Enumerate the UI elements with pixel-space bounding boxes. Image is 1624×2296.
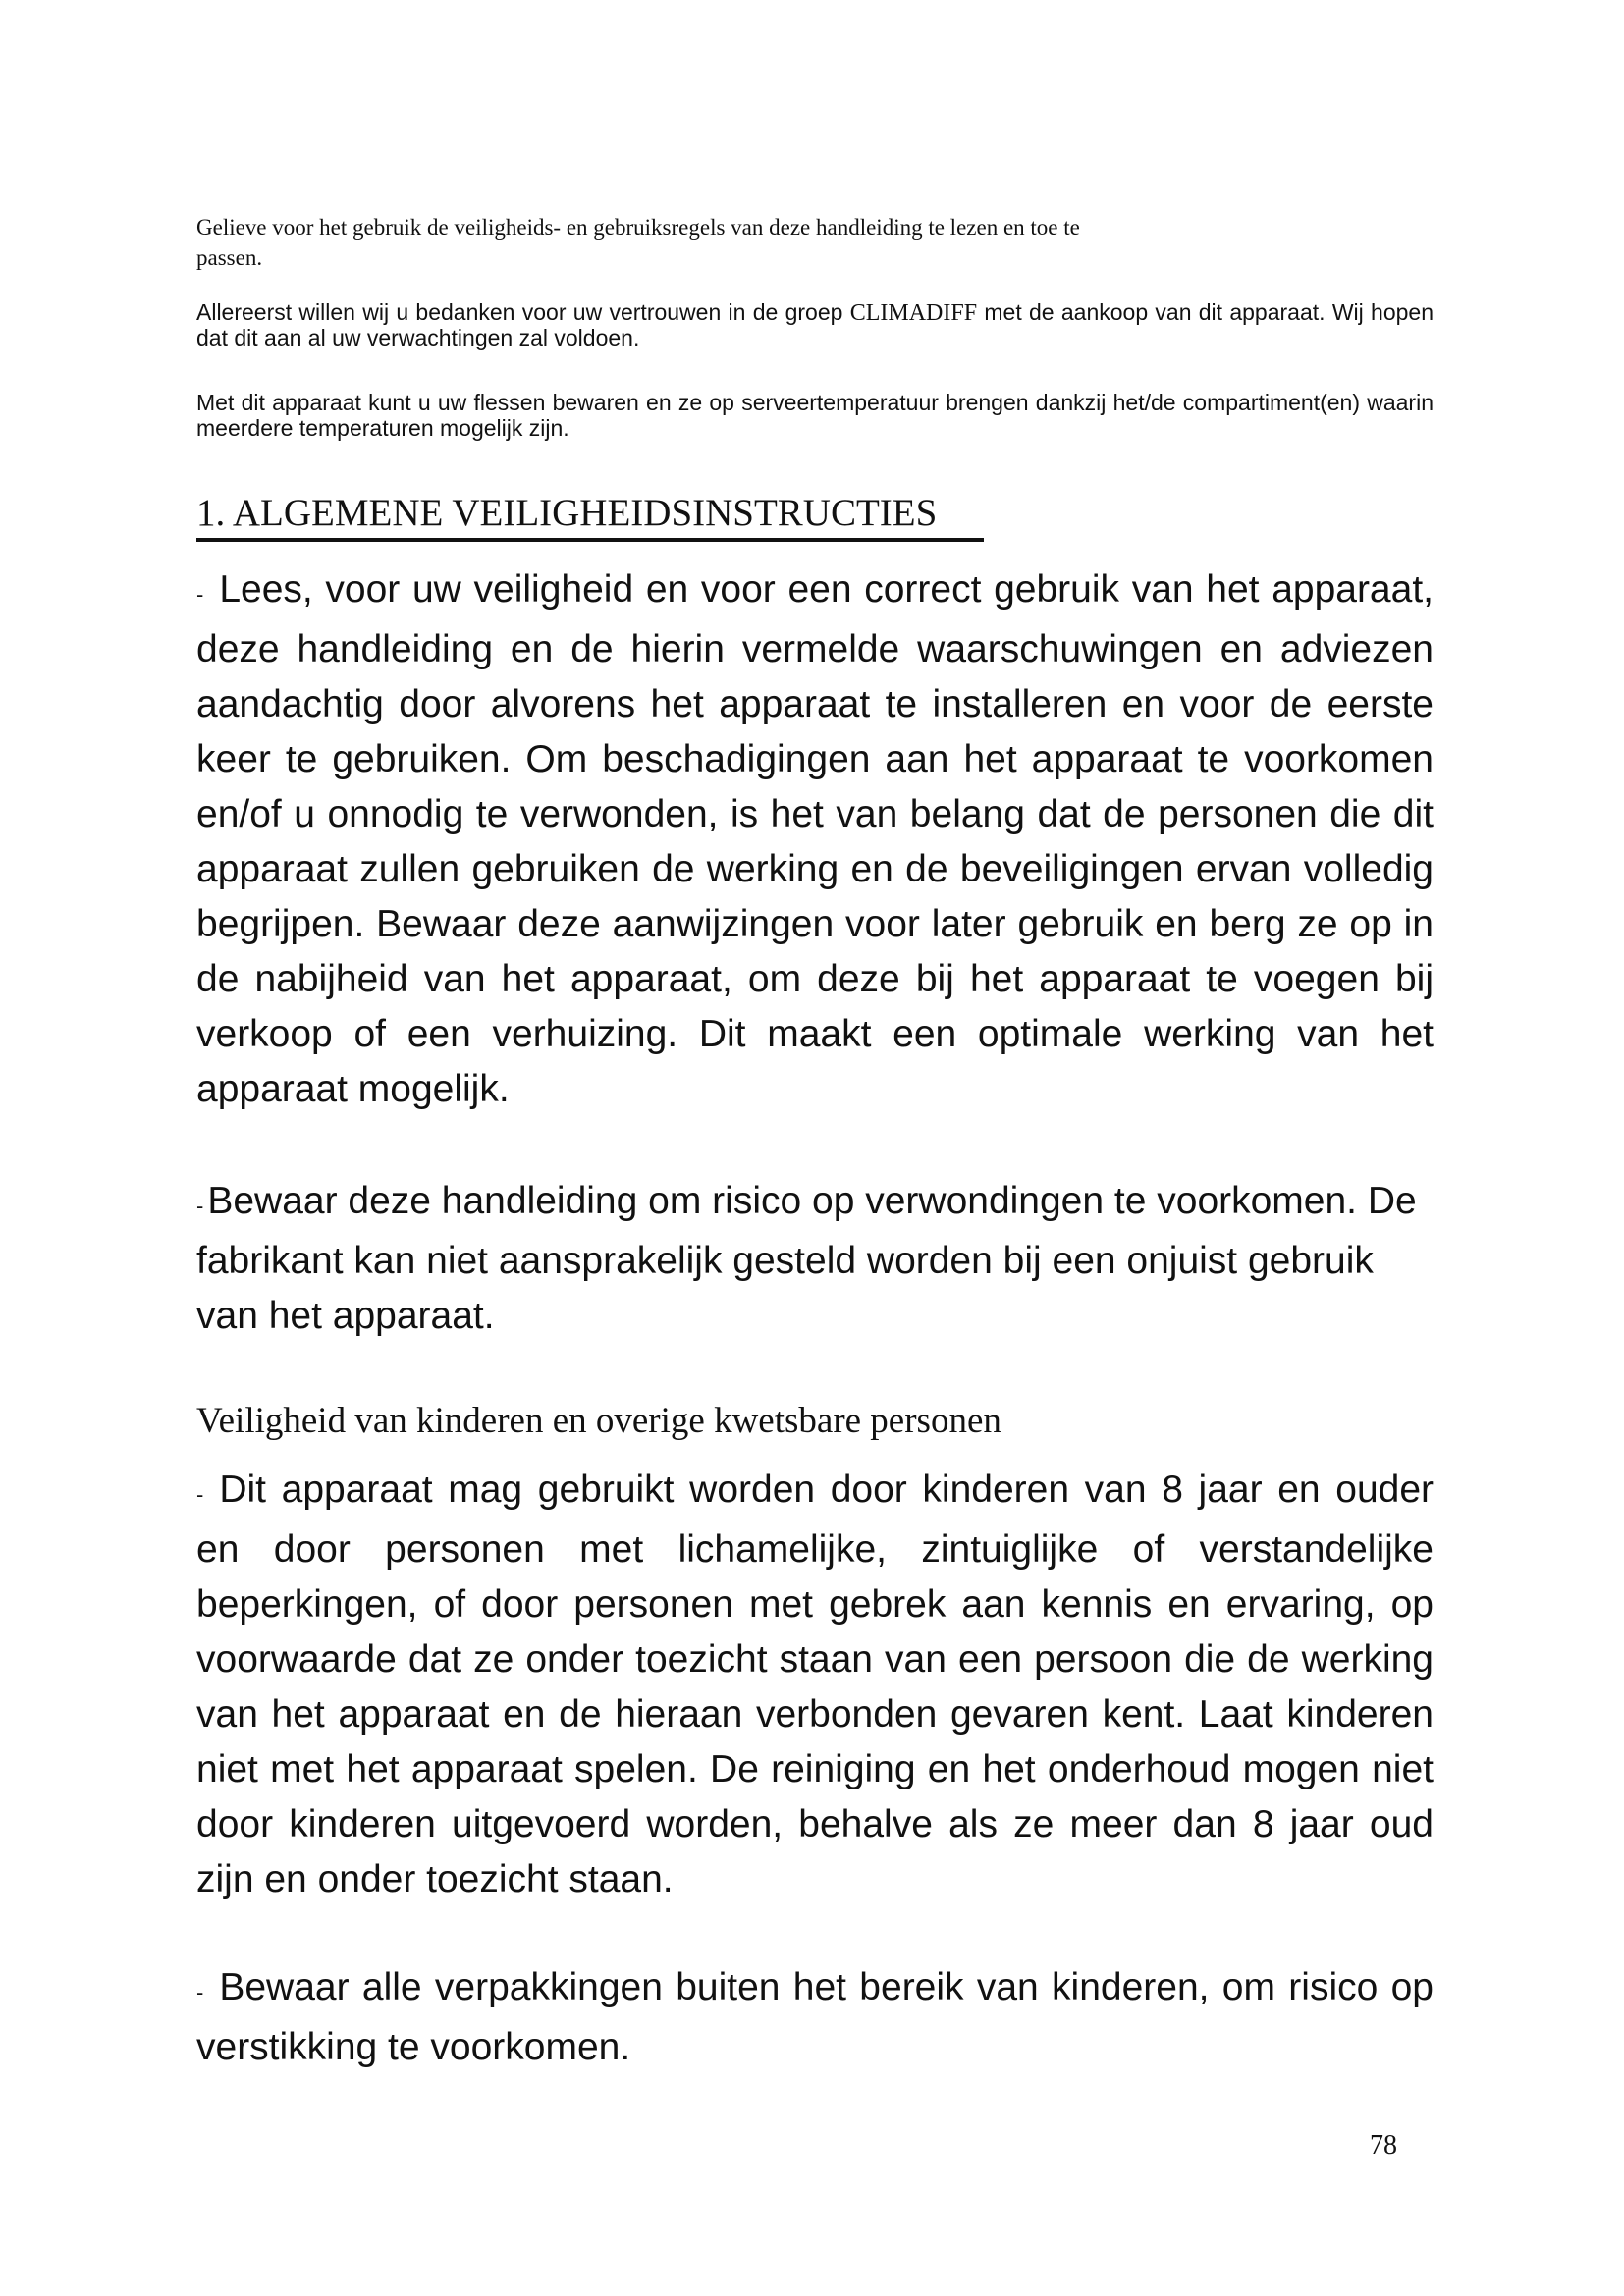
children-bullet-1 (196, 1463, 1434, 1907)
children-bullet-1-text: Dit apparaat mag gebruikt worden door kinderen van 8 jaar en ouder en door personen met lichamelijke, zintuiglijke of verstandelijke beperkingen, of door personen met gebrek aan kennis en ervaring, op voorwaarde dat ze onder toezicht staan van een persoon die de werking van het apparaat en de hieraan verbonden gevaren kent. Laat kinderen niet met het apparaat spelen. De reiniging en het onderhoud mogen niet door kinderen uitgevoerd worden, behalve als ze meer dan 8 jaar oud zijn en onder toezicht staan. (196, 1468, 1434, 1900)
general-bullet-2 (196, 1174, 1434, 1344)
brand-name: CLIMADIFF (849, 300, 978, 326)
children-safety-subheading: Veiligheid van kinderen en overige kwetsbare personen (196, 1401, 1001, 1441)
thanks-text-start: Allereerst willen wij u bedanken voor uw vertrouwen in de groep (196, 299, 850, 325)
bullet-marker: - (196, 1482, 204, 1507)
intro-paragraph (196, 212, 1213, 273)
children-bullet-2-text: Bewaar alle verpakkingen buiten het bereik van kinderen, om risico op verstikking te voorkomen. (196, 1966, 1434, 2068)
bullet-marker: - (196, 582, 204, 607)
section-heading-text: 1. ALGEMENE VEILIGHEIDSINSTRUCTIES (196, 491, 984, 542)
general-bullet-2-text: Bewaar deze handleiding om risico op verwondingen te voorkomen. De fabrikant kan niet aansprakelijk gesteld worden bij een onjuist gebruik van het apparaat. (196, 1180, 1417, 1337)
children-bullet-2 (196, 1960, 1434, 2075)
intro-line-2: passen. (196, 245, 263, 270)
page-number: 78 (1370, 2130, 1397, 2161)
intro-line-1: Gelieve voor het gebruik de veiligheids- en gebruiksregels van deze handleiding te lezen en toe te (196, 215, 1080, 240)
bullet-marker: - (196, 1194, 204, 1218)
thanks-paragraph (196, 300, 1434, 350)
bullet-marker: - (196, 1980, 204, 2004)
section-heading (196, 491, 1434, 542)
general-bullet-1-text: Lees, voor uw veiligheid en voor een correct gebruik van het apparaat, deze handleiding en de hierin vermelde waarschuwingen en adviezen aandachtig door alvorens het apparaat te installeren en voor de eerste keer te gebruiken. Om beschadigingen aan het apparaat te voorkomen en/of u onnodig te verwonden, is het van belang dat de personen die dit apparaat zullen gebruiken de werking en de beveiligingen ervan volledig begrijpen. Bewaar deze aanwijzingen voor later gebruik en berg ze op in de nabijheid van het apparaat, om deze bij het apparaat te voegen bij verkoop of een verhuizing. Dit maakt een optimale werking van het apparaat mogelijk. (196, 568, 1434, 1110)
general-bullet-1 (196, 562, 1434, 1117)
thanks-text-end: met de aankoop van dit apparaat. Wij hopen dat dit aan al uw verwachtingen zal voldoen. (196, 299, 1434, 350)
purpose-paragraph: Met dit apparaat kunt u uw flessen bewaren en ze op serveertemperatuur brengen dankzij het/de compartiment(en) waarin meerdere temperaturen mogelijk zijn. (196, 390, 1434, 441)
